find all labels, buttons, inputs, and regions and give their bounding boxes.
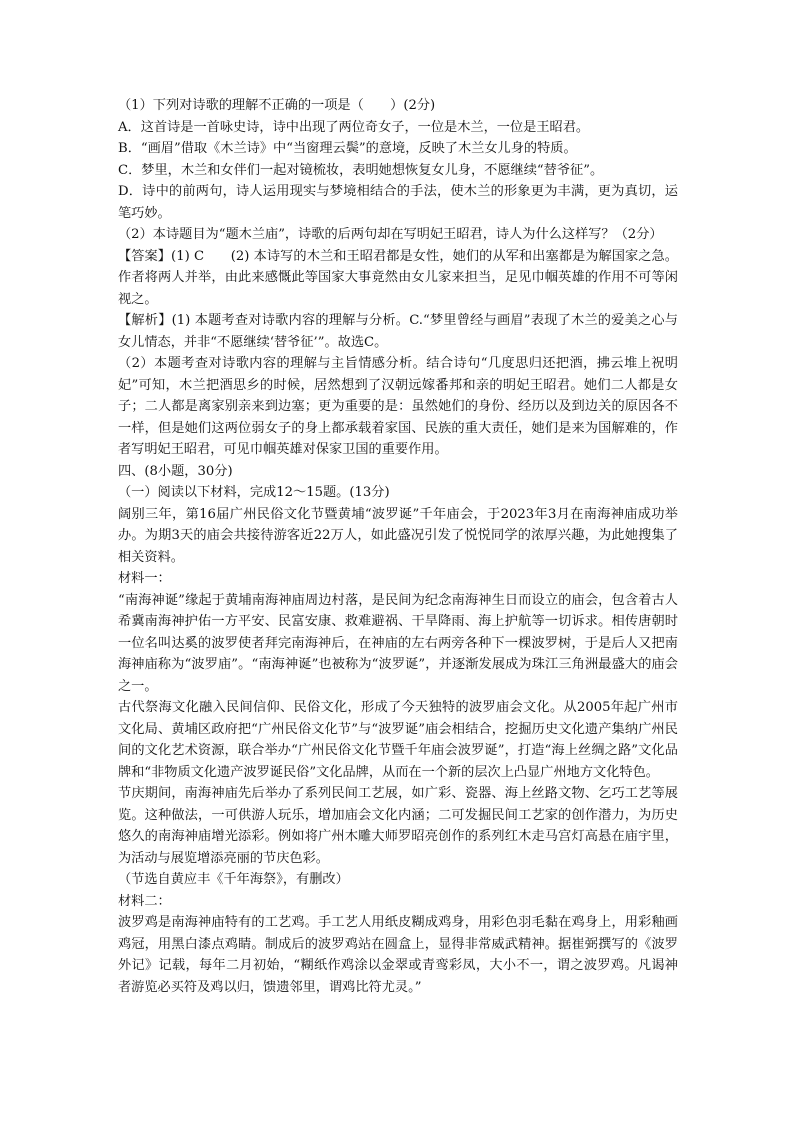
option-b: B．“画眉”借取《木兰诗》中“当窗理云鬓”的意境，反映了木兰女儿身的特质。 bbox=[118, 141, 577, 156]
question-2-stem: （2）本诗题目为“题木兰庙”，诗歌的后两句却在写明妃王昭君，诗人为什么这样写？（2分） bbox=[118, 227, 663, 242]
material-1-label: 材料一： bbox=[118, 571, 171, 586]
material-2-label: 材料二： bbox=[118, 893, 171, 909]
reading-instruction: （一）阅读以下材料，完成12～15题。(13分) bbox=[118, 485, 390, 500]
material-1-paragraph-1: “南海神诞”缘起于黄埔南海神庙周边村落，是民间为纪念南海神生日而设立的庙会，包含着古人希冀南海神护佑一方平安、民富安康、救难避祸、干旱降雨、海上护航等一切诉求。相传唐朝时一位名叫达奚的波罗使者拜完南海神后，在神庙的左右两旁各种下一棵波罗树，于是后人又把南海神庙称为“波罗庙”。“南海神诞”也被称为“波罗诞”，并逐渐发展成为珠江三角洲最盛大的庙会之一。 bbox=[118, 592, 678, 694]
material-1-paragraph-2: 古代祭海文化融入民间信仰、民俗文化，形成了今天独特的波罗庙会文化。从2005年起广州市文化局、黄埔区政府把“广州民俗文化节”与“波罗诞”庙会相结合，挖掘历史文化遗产集纳广州民间的文化艺术资源，联合举办“广州民俗文化节暨千年庙会波罗诞”，打造“海上丝绸之路”文化品牌和“非物质文化遗产波罗诞民俗”文化品牌，从而在一个新的层次上凸显广州地方文化特色。 bbox=[118, 700, 678, 780]
material-1-source: （节选自黄应丰《千年海祭》，有删改） bbox=[118, 872, 349, 887]
answer-paragraph: 【答案】(1) C (2) 本诗写的木兰和王昭君都是女性，她们的从军和出塞都是为解国家之急。作者将两人并举，由此来感慨此等国家大事竟然由女儿家来担当，足见巾帼英雄的作用不可等闲视之。 bbox=[118, 248, 678, 307]
material-1-paragraph-3: 节庆期间，南海神庙先后举办了系列民间工艺展，如广彩、瓷器、海上丝路文物、乞巧工艺等展览。这种做法，一可供游人玩乐，增加庙会文化内涵；二可发掘民间工艺家的创作潜力，为历史悠久的南海神庙增光添彩。例如将广州木雕大师罗昭亮创作的系列红木走马宫灯高悬在庙宇里，为活动与展览增添亮丽的节庆色彩。 bbox=[118, 786, 678, 866]
option-d: D．诗中的前两句，诗人运用现实与梦境相结合的手法，使木兰的形象更为丰满，更为真切，运笔巧妙。 bbox=[118, 184, 678, 221]
section-heading: 四、(8小题，30分) bbox=[118, 463, 233, 479]
option-a: A．这首诗是一首咏史诗，诗中出现了两位奇女子，一位是木兰，一位是王昭君。 bbox=[118, 119, 590, 135]
document-page bbox=[118, 95, 678, 998]
question-1-stem: （1）下列对诗歌的理解不正确的一项是（ ）(2分) bbox=[118, 98, 436, 113]
material-2-paragraph-1: 波罗鸡是南海神庙特有的工艺鸡。手工艺人用纸皮糊成鸡身，用彩色羽毛黏在鸡身上，用彩釉画鸡冠，用黑白漆点鸡睛。制成后的波罗鸡站在圆盒上，显得非常威武精神。据崔弼撰写的《波罗外记》记载，每年二月初始，“糊纸作鸡涂以金翠或青鸾彩凤，大小不一，谓之波罗鸡。凡谒神者游览必买符及鸡以归，馈遗邻里，谓鸡比符尤灵。” bbox=[118, 915, 678, 995]
option-c: C．梦里，木兰和女伴们一起对镜梳妆，表明她想恢复女儿身，不愿继续“替爷征”。 bbox=[118, 162, 604, 178]
analysis-paragraph-2: （2）本题考查对诗歌内容的理解与主旨情感分析。结合诗句“几度思归还把酒，拂云堆上祝明妃”可知，木兰把酒思乡的时候，居然想到了汉朝远嫁番邦和亲的明妃王昭君。她们二人都是女子；二人都是离家别亲来到边塞；更为重要的是：虽然她们的身份、经历以及到边关的原因各不一样，但是她们这两位弱女子的身上都承载着家国、民族的重大责任，她们是来为国解难的，作者写明妃王昭君，可见巾帼英雄对保家卫国的重要作用。 bbox=[118, 356, 678, 457]
intro-paragraph: 阔别三年，第16届广州民俗文化节暨黄埔“波罗诞”千年庙会，于2023年3月在南海神庙成功举办。为期3天的庙会共接待游客近22万人，如此盛况引发了悦悦同学的浓厚兴趣，为此她搜集了相关资料。 bbox=[118, 506, 678, 565]
analysis-paragraph-1: 【解析】(1) 本题考查对诗歌内容的理解与分析。C.“梦里曾经与画眉”表现了木兰的爱美之心与女儿情态，并非“不愿继续‘替爷征’”。故选C。 bbox=[118, 313, 678, 350]
